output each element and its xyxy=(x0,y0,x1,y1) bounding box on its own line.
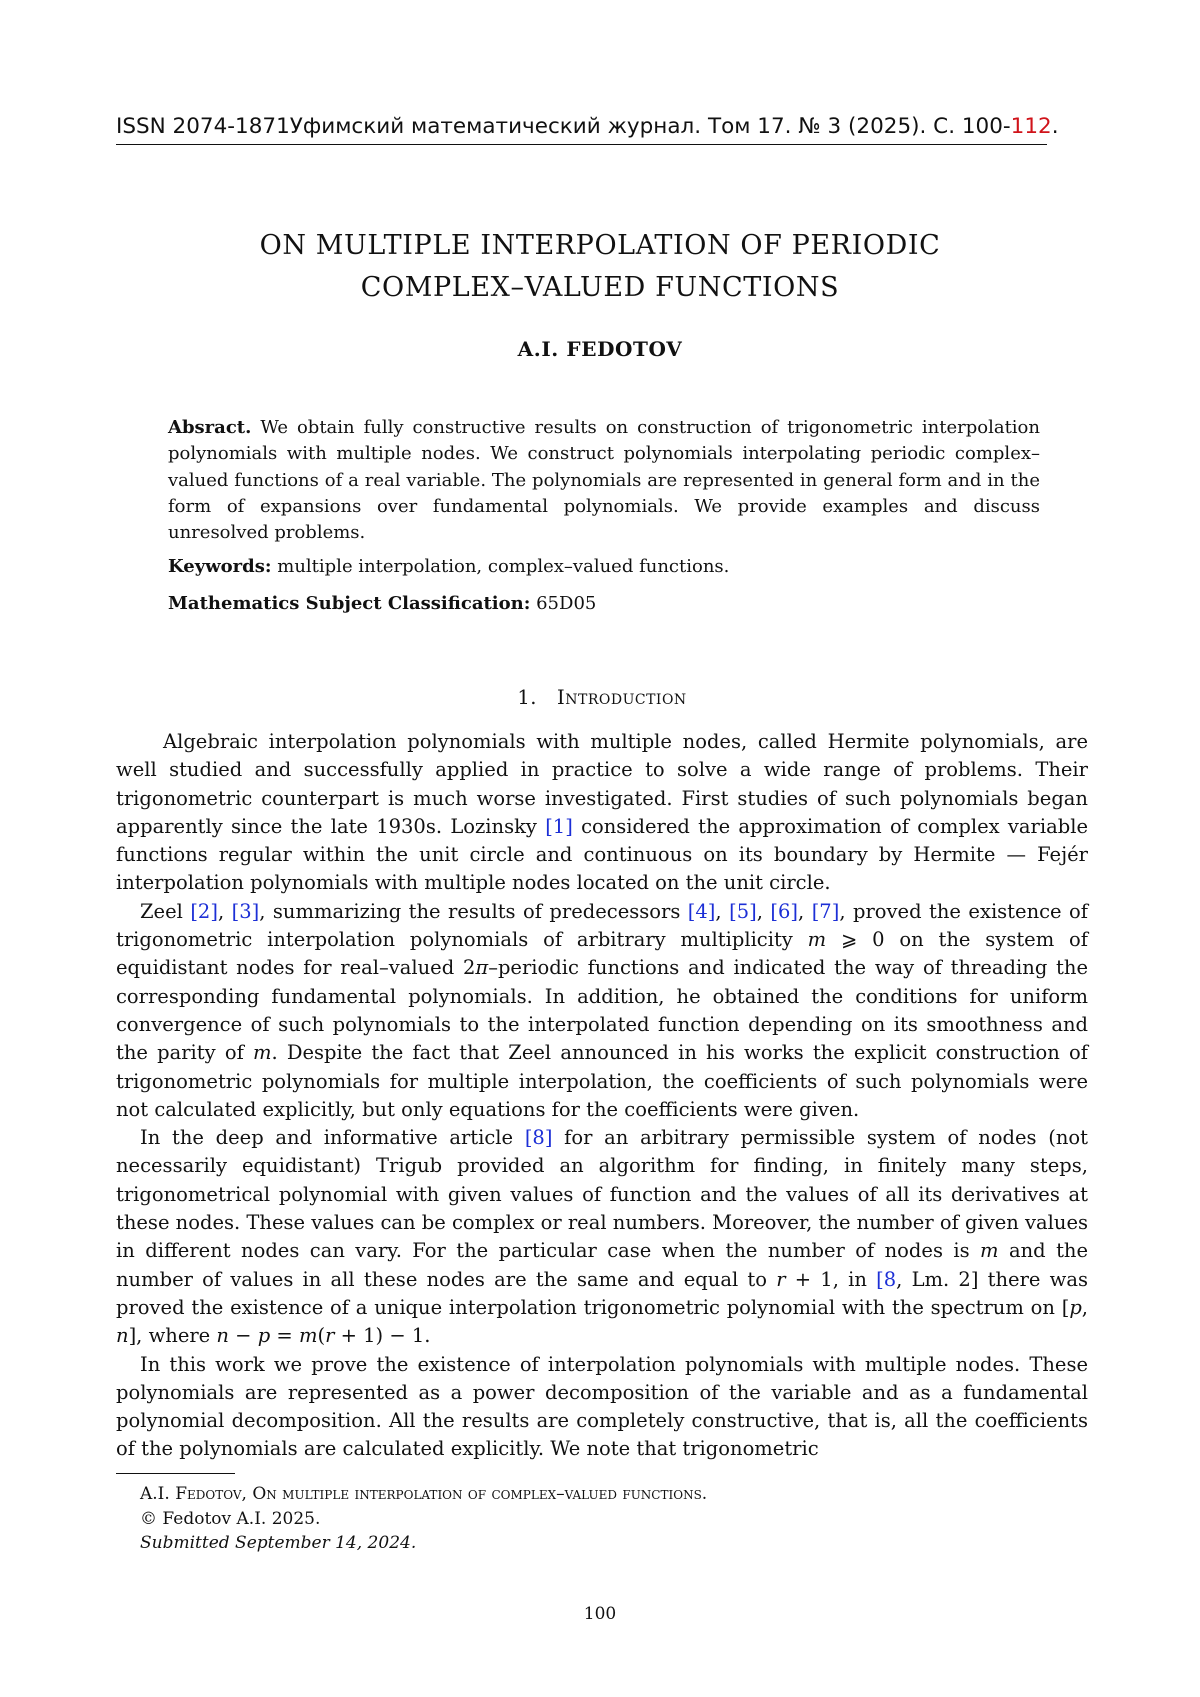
last-page-link[interactable]: 112 xyxy=(1010,114,1052,139)
paragraph-3-text: + 1) − 1. xyxy=(334,1324,431,1348)
citation-link-2[interactable]: [2] xyxy=(190,899,218,923)
paragraph-2 xyxy=(116,898,1088,1124)
citation-link-5[interactable]: [5] xyxy=(729,899,757,923)
citation-link-1[interactable]: [1] xyxy=(545,814,573,838)
abstract-label: Absract. xyxy=(168,417,252,438)
math-operator: = xyxy=(270,1324,299,1348)
paragraph-3 xyxy=(116,1124,1088,1350)
body-text xyxy=(116,728,1088,1464)
paragraph-3-text: In the deep and informative article xyxy=(140,1126,525,1150)
math-variable: p xyxy=(257,1324,271,1348)
keywords-text: multiple interpolation, complex–valued functions. xyxy=(277,556,730,578)
msc-classification xyxy=(168,591,1040,617)
separator: , xyxy=(1081,1295,1088,1319)
paragraph-3-text: and the number of values in all these nodes are the same and equal to xyxy=(116,1239,1088,1291)
section-heading xyxy=(116,686,1088,709)
page-number: 100 xyxy=(583,1604,617,1624)
separator: , xyxy=(798,899,812,923)
citation-link-3[interactable]: [3] xyxy=(231,899,260,923)
title-line-1: ON MULTIPLE INTERPOLATION OF PERIODIC xyxy=(259,230,941,261)
paragraph-3-text: ], where xyxy=(128,1324,217,1348)
abstract-text: We obtain fully constructive results on construction of trigonometric interpolation polynomials with multiple nodes. We construct polynomials interpolating periodic complex–valued functions of a real variable. The polynomials are represented in general form and in the form of expansions over fundamental polynomials. We provide examples and discuss unresolved problems. xyxy=(168,417,1040,544)
citation-link-8[interactable]: [8] xyxy=(524,1126,553,1150)
issn: ISSN 2074-1871 xyxy=(116,114,290,139)
separator: , xyxy=(715,899,730,923)
running-head-end: . xyxy=(1051,114,1059,139)
math-variable: p xyxy=(1069,1295,1082,1319)
section-title: Introduction xyxy=(557,686,687,709)
math-variable: r xyxy=(325,1324,335,1348)
math-variable: m xyxy=(807,928,827,952)
math-variable: m xyxy=(252,1041,272,1065)
citation-link-6[interactable]: [6] xyxy=(770,899,799,923)
journal-reference xyxy=(290,113,1059,140)
math-variable: r xyxy=(776,1267,786,1291)
math-variable: π xyxy=(475,956,489,980)
msc-code: 65D05 xyxy=(536,592,597,614)
paragraph-1-text: Algebraic interpolation polynomials with multiple nodes, called Hermite polynomials, are well studied and successfully applied in practice to solve a wide range of problems. Their trigonometric counterpart is much worse investigated. First studies of such polynomials began apparently since the late 1930s. Lozinsky xyxy=(116,730,1088,838)
separator: , xyxy=(756,899,771,923)
abstract-block xyxy=(168,415,1040,617)
paragraph-3-text: , Lm. 2] there was proved the existence of a unique interpolation trigonometric polynomial with the spectrum on [ xyxy=(116,1267,1088,1319)
paragraph-1 xyxy=(116,728,1088,898)
paragraph-2-text: –periodic functions and indicated the way of threading the corresponding fundamental polynomials. In addition, he obtained the conditions for uniform convergence of such polynomials to the interpolated function depending on its smoothness and the parity of xyxy=(116,956,1088,1065)
footnote-citation: A.I. Fedotov, On multiple interpolation of complex–valued functions. xyxy=(140,1484,708,1504)
math-operator: ( xyxy=(317,1324,326,1348)
paragraph-2-text: Zeel xyxy=(140,899,191,923)
msc-label: Mathematics Subject Classification: xyxy=(168,592,531,614)
journal-name: Уфимский математический журнал. Том 17. № 3 (2025). С. 100- xyxy=(289,114,1011,139)
paragraph-2-text: , proved the existence of trigonometric interpolation polynomials of arbitrary multiplicity xyxy=(116,899,1088,952)
abstract xyxy=(168,415,1040,546)
paragraph-3-text: for an arbitrary permissible system of nodes (not necessarily equidistant) Trigub provided an algorithm for finding, in finitely many steps, trigonometrical polynomial with given values of function and the values of all its derivatives at these nodes. These values can be complex or real numbers. Moreover, the number of given values in different nodes can vary. For the particular case when the number of nodes is xyxy=(116,1126,1089,1263)
section-number: 1. xyxy=(517,686,537,709)
footnote-rule xyxy=(116,1473,235,1474)
paragraph-2-text: ⩾ 0 on the system of equidistant nodes for real–valued 2 xyxy=(116,928,1088,980)
math-variable: m xyxy=(980,1239,999,1263)
running-head xyxy=(116,113,1059,145)
footnote-copyright: © Fedotov A.I. 2025. xyxy=(140,1508,321,1529)
paragraph-4: In this work we prove the existence of interpolation polynomials with multiple nodes. These polynomials are represented as a power decomposition of the variable and as a fundamental polynomial decomposition. All the results are completely constructive, that is, all the coefficients of the polynomials are calculated explicitly. We note that trigonometric xyxy=(116,1352,1088,1461)
math-variable: m xyxy=(298,1324,318,1348)
citation-link-7[interactable]: [7] xyxy=(811,899,840,923)
citation-link-8b[interactable]: [8 xyxy=(876,1267,897,1291)
paragraph-2-text: , summarizing the results of predecessors xyxy=(259,899,688,923)
math-variable: n xyxy=(116,1324,129,1348)
keywords-label: Keywords: xyxy=(168,556,272,578)
paragraph-1-text-end: considered the approximation of complex variable functions regular within the unit circle and continuous on its boundary by Hermite — Fejér interpolation polynomials with multiple nodes located on the unit circle. xyxy=(116,814,1088,895)
paragraph-3-text: + 1, in xyxy=(785,1267,877,1291)
paper-title xyxy=(150,225,1050,309)
author: A.I. FEDOTOV xyxy=(517,337,683,361)
paragraph-2-text: . Despite the fact that Zeel announced in his works the explicit construction of trigonometric polynomials for multiple interpolation, the coefficients of such polynomials were not calculated explicitly, but only equations for the coefficients were given. xyxy=(116,1041,1088,1121)
separator: , xyxy=(217,899,232,923)
footnote-submitted: Submitted September 14, 2024. xyxy=(140,1533,417,1553)
footnotes xyxy=(140,1482,1040,1556)
keywords xyxy=(168,554,1040,580)
title-line-2: COMPLEX–VALUED FUNCTIONS xyxy=(360,272,840,303)
citation-link-4[interactable]: [4] xyxy=(687,899,716,923)
math-variable: n xyxy=(216,1324,229,1348)
math-operator: − xyxy=(228,1324,258,1348)
